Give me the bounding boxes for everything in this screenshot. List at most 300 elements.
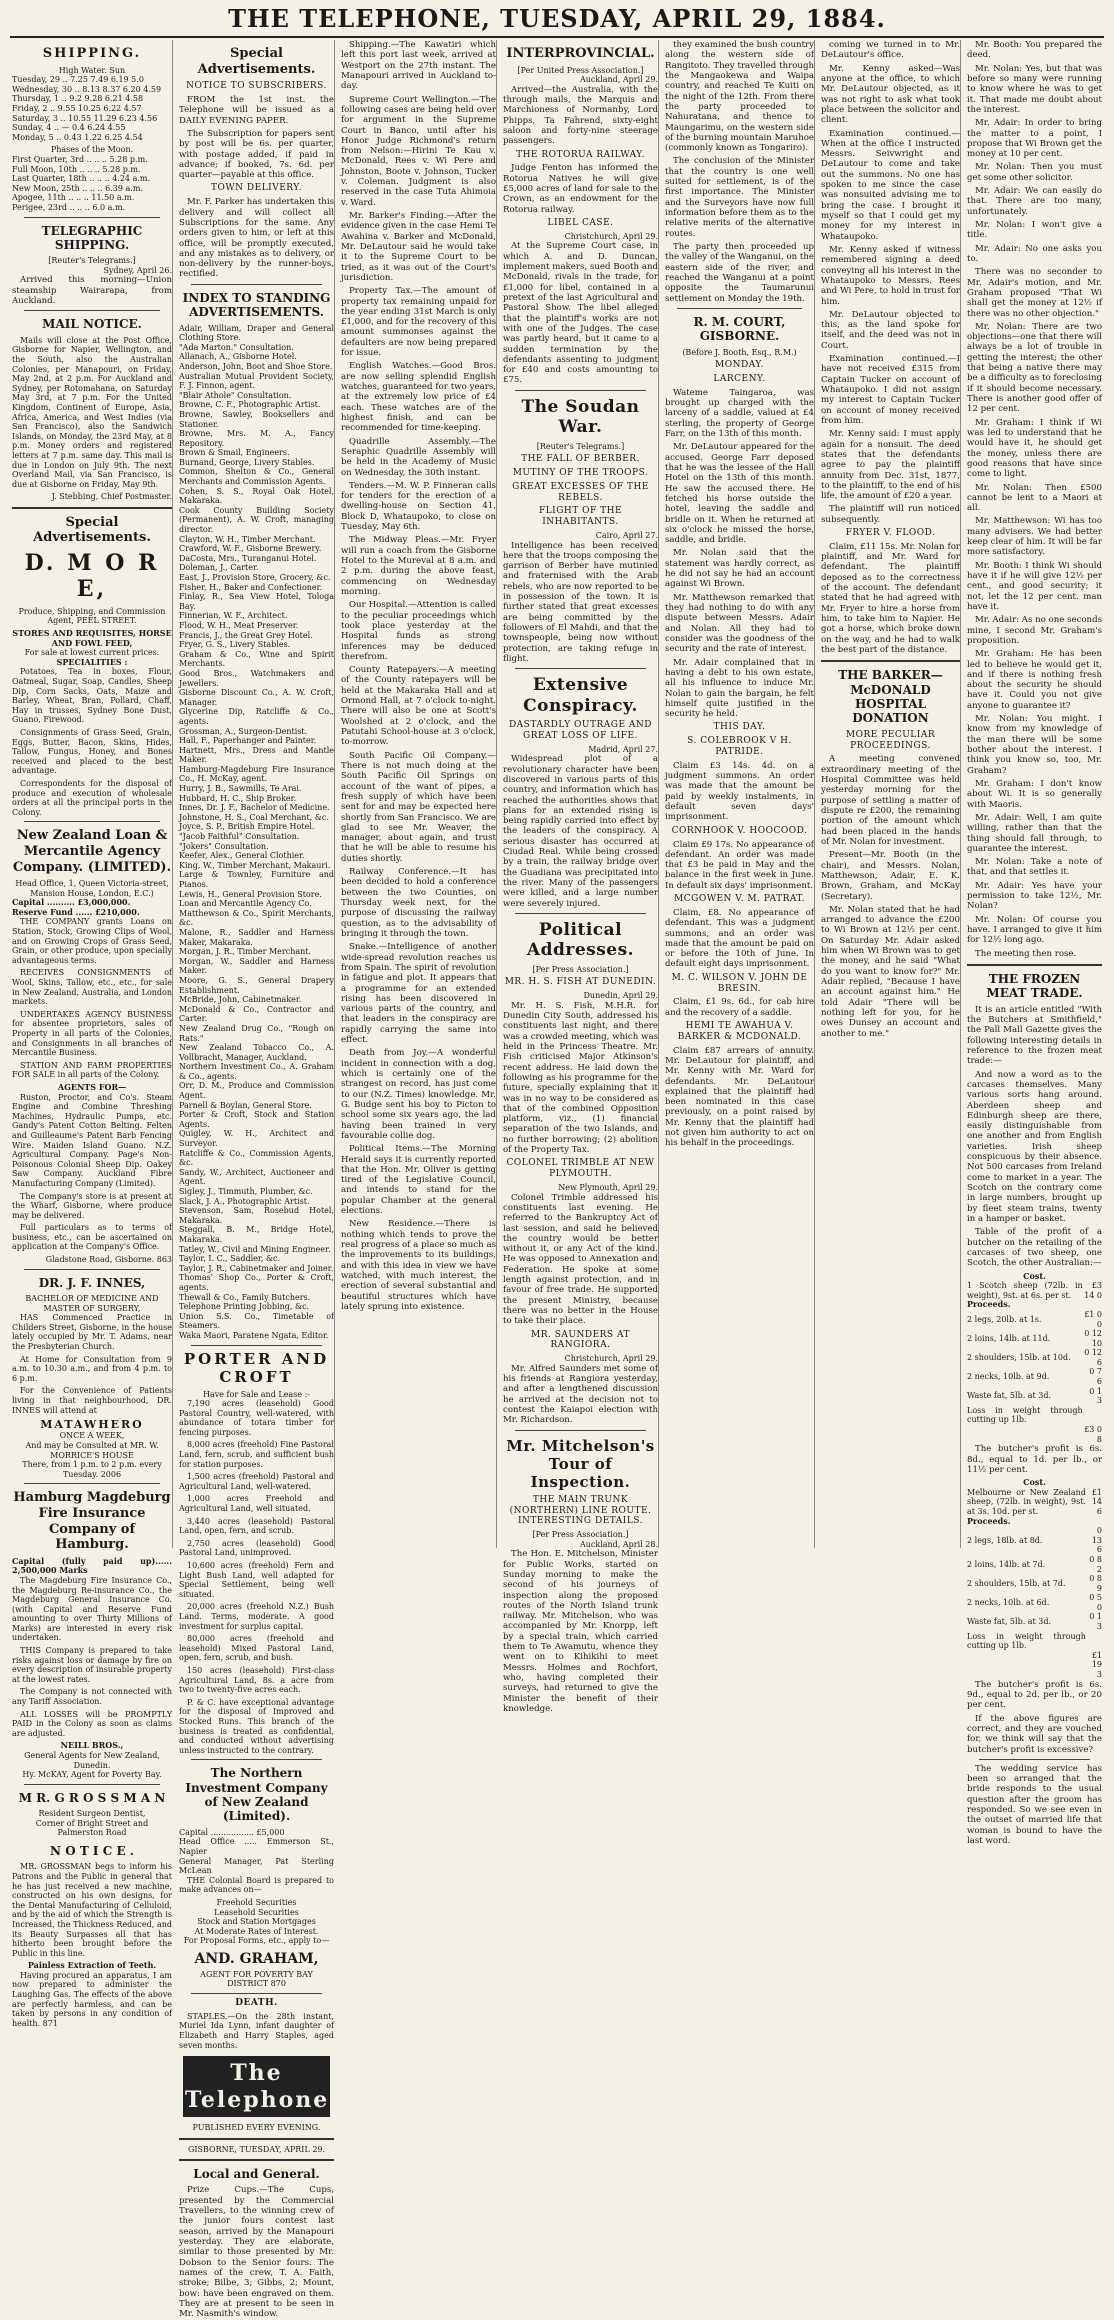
paragraph: Property Tax.—The amount of property tax remaining unpaid for the year ending 31st March is only £1,000, and for the recovery of this amount summonses against the defaulters are now being prepared for issue.	[341, 286, 496, 359]
list-item: 10,600 acres (freehold) Fern and Light Bush Land, well adapted for Special Settlement, being well situated.	[179, 1561, 334, 1599]
paragraph: Mr. Adair: Yes have your permission to take 12½, Mr. Nolan?	[967, 880, 1102, 912]
paragraph: Mr. Nolan: You might. I know from my knowledge of the man there will be some bother about the interest. I think you know so, too, Mr. Graham?	[967, 714, 1102, 776]
list-item: Browne, C. F., Photographic Artist.	[179, 400, 321, 410]
paragraph: HAS Commenced Practice in Childers Street, Gisborne, in the house lately occupied by Mr. T. Adams, near the Presbyterian Church.	[12, 1313, 172, 1352]
paragraph: Mr. Alfred Saunders met some of his friends at Rangiora yesterday, and after a lengthened discussion he arrived at the decision not to contest the Kaiapoi election with Mr. Richardson.	[503, 1363, 658, 1426]
table-cell: 0 5 0	[1089, 1593, 1102, 1612]
paragraph: Mr. Nolan: I won't give a title.	[967, 220, 1102, 241]
divider	[24, 1784, 160, 1785]
ad-innes-once: ONCE A WEEK,	[59, 1431, 125, 1441]
conspiracy-subhead: DASTARDLY OUTRAGE AND GREAT LOSS OF LIFE.	[508, 720, 653, 741]
source-line: [Reuter's Telegrams.]	[536, 441, 625, 451]
list-item: Porter & Croft, Stock and Station Agents.	[179, 1110, 334, 1129]
list-item: Quigley, W. H., Architect and Surveyor.	[179, 1129, 334, 1149]
list-item: Hurry, J. B., Sawmills, Te Arai.	[179, 784, 302, 794]
table-cell: 2 loins, 14lb. at 11d.	[967, 1333, 1051, 1343]
saunders-heading: MR. SAUNDERS AT RANGIORA.	[531, 1329, 630, 1351]
ad-d-more-stores: STORES AND REQUISITES, HORSE AND FOWL FEED,	[12, 628, 172, 648]
paragraph: Consignments of Grass Seed, Grain, Eggs, Butter, Bacon, Skins, Hides, Tallow, Fungus, Honey, and Bones received and placed to the best advantage.	[12, 727, 172, 776]
dateline: Sydney, April 26.	[103, 265, 172, 275]
table-cell: 2 necks, 10lb. at 6d.	[967, 1598, 1050, 1608]
aus-table	[967, 1488, 1102, 1680]
list-item: Adair, William, Draper and General Clothing Store.	[179, 323, 334, 343]
table-cell	[1083, 1406, 1102, 1425]
paragraph: Mr. Graham: I think if Wi was led to understand that he would have it, he should get the money, unless there are good reasons that have since come to light.	[967, 417, 1102, 480]
paragraph: Mr. Barker's Finding.—After the evidence given in the case Hemi Te Awahina v. Barker and McDonald, Mr. DeLautour said he would take it to the Supreme Court to be tried, as it was out of the Court's jurisdiction.	[341, 211, 496, 283]
soudan-subhead: GREAT EXCESSES OF THE REBELS.	[512, 481, 649, 503]
telephone-logo: The Telephone.	[183, 2056, 330, 2117]
table-cell	[967, 1425, 1083, 1444]
divider	[191, 284, 322, 285]
table-cell	[1086, 1517, 1102, 1527]
divider	[24, 1269, 160, 1270]
list-item: Tatley, W., Civil and Mining Engineer.	[179, 1244, 331, 1254]
table-cell: Proceeds.	[967, 1515, 1011, 1526]
shipping-heading: SHIPPING.	[42, 46, 142, 61]
paragraph: Mr. Nolan: Then you must get some other solicitor.	[967, 162, 1102, 183]
case-title: FRYER V. FLOOD.	[845, 528, 936, 539]
paragraph: The Company's store is at present at the Wharf, Gisborne, where produce may be delivered.	[12, 1191, 172, 1220]
list-item: Fisher, H., Baker and Confectioner.	[179, 582, 323, 592]
list-item: Ratcliffe & Co., Commission Agents, &c.	[179, 1148, 334, 1168]
list-item: Finlay, R., Sea View Hotel, Tologa Bay.	[179, 592, 334, 611]
list-item: Sigley, J., Timmuth, Plumber, &c.	[179, 1187, 313, 1196]
table-cell: 2 shoulders, 15lb. at 7d.	[967, 1578, 1066, 1588]
column-4	[496, 40, 658, 1714]
mail-notice-heading: MAIL NOTICE.	[42, 317, 142, 332]
list-item: Taylor, I. C., Saddler, &c.	[179, 1254, 281, 1264]
divider	[24, 217, 160, 218]
list-item: Glycerine Dip, Ratcliffe & Co., agents.	[179, 707, 334, 726]
tide-row: Friday, 2 .. 9.55 10.25 6.22 4.57	[12, 103, 142, 113]
list-item: 1,000 acres Freehold and Agricultural Land, well situated.	[179, 1494, 334, 1514]
ad-innes-house: And may be Consulted at MR. W. MORRICE'S HOUSE	[25, 1440, 159, 1460]
libel-heading: LIBEL CASE.	[547, 218, 614, 229]
dateline: New Plymouth, April 29.	[558, 1182, 658, 1192]
table-row	[967, 1367, 1102, 1386]
divider	[677, 308, 802, 309]
list-item: Waka Maori, Paratene Ngata, Editor.	[179, 1330, 329, 1340]
divider	[24, 310, 160, 311]
paragraph: Political Items.—The Morning Herald says it is currently reported that the Hon. Mr. Oliver is getting tired of the Legislative Council, and intends to stand for the popular Chamber at the general elections.	[341, 1144, 496, 1217]
paragraph: At Home for Consultation from 9 a.m. to 10.30 a.m., and from 4 p.m. to 6 p.m.	[12, 1354, 172, 1383]
list-item: "Blair Athole" Consultation.	[179, 390, 292, 400]
table-cell: 0 12 6	[1084, 1348, 1102, 1367]
ad-grossman-addr: Corner of Bright Street and Palmerston Road	[35, 1818, 149, 1838]
dateline: Christchurch, April 29.	[564, 1354, 658, 1364]
this-day-heading: THIS DAY.	[713, 722, 766, 733]
column-3	[334, 40, 496, 1548]
paragraph: There was no seconder to Mr. Adair's motion, and Mr. Graham proposed "That Wi shall get the money at 12½ if there was no other objection."	[967, 267, 1102, 319]
list-item: Finnerian, W. F., Architect.	[179, 611, 288, 621]
trimble-heading: COLONEL TRIMBLE AT NEW PLYMOUTH.	[506, 1158, 655, 1180]
tide-row: Sunday, 4 .. — 0.4 6.24 4.55	[12, 123, 126, 133]
paragraph: ALL LOSSES will be PROMPTLY PAID in the Colony as soon as claims are adjusted.	[12, 1709, 172, 1738]
case-title: HEMI TE AWAHUA V. BARKER & MCDONALD.	[677, 1020, 802, 1042]
tide-row: Saturday, 3 .. 10.55 11.29 6.23 4.56	[12, 113, 158, 123]
list-item: Crawford, W. F., Gisborne Brewery.	[179, 544, 322, 554]
divider	[12, 507, 172, 509]
table-cell: £1 14 6	[1091, 1487, 1102, 1516]
list-item: 20,000 acres (freehold N.Z.) Bush Land. Terms, moderate. A good investment for surplus capital.	[179, 1602, 334, 1631]
table-row	[967, 1593, 1102, 1612]
table-row	[967, 1651, 1102, 1680]
table-cell: 0 1 3	[1089, 1386, 1102, 1406]
list-item: Morgan, J. R., Timber Merchant.	[179, 947, 312, 957]
signature: Gladstone Road, Gisborne. 863	[45, 1255, 172, 1265]
paragraph: Mr. Nolan: Of course you have. I arranged to give it him for 12½ long ago.	[967, 914, 1102, 946]
table-row	[967, 1612, 1102, 1631]
conspiracy-heading: Extensive Conspiracy.	[523, 675, 638, 716]
list-item: 150 acres (leasehold) First-class Agricultural Land, 8s. a acre from two to twenty-five acres each.	[179, 1665, 334, 1695]
ad-hamburg-sig: NEILL BROS.,	[60, 1740, 124, 1751]
paragraph: Mr. Matthewson: Wi has too many advisers. We had better keep clear of him. It will be far more satisfactory.	[967, 516, 1102, 558]
rm-larceny: LARCENY.	[713, 373, 766, 384]
paragraph: they examined the bush country along the western side of Rangitoto. They travelled through the Mangaokewa and Waipa country, and reached Te Kuiti on the night of the 12th. From there the party proceeded to Nahuratana, and thence to Maungarimu, on the western side of the burning mountain Maruhoe (commonly known as Tongariro).	[665, 40, 814, 154]
paragraph: Mr. Adair complained that in having a debt to his own estate, all his influence to induce Mr. Nolan to gain the bargain, he felt himself quite justified in the security he held.	[665, 657, 814, 720]
divider	[191, 1993, 322, 1994]
table-cell: Loss in weight through cutting up 1lb.	[967, 1405, 1083, 1425]
scotch-table	[967, 1281, 1102, 1444]
ad-d-more-sub: Produce, Shipping, and Commission Agent, PEEL STREET.	[18, 606, 166, 626]
moon-row: Apogee, 11th .. .. .. 11.50 a.m.	[12, 193, 135, 203]
mitchelson-heading: Mr. Mitchelson's Tour of Inspection.	[506, 1436, 655, 1491]
paragraph: Mr. H. S. Fish, M.H.R. for Dunedin City South, addressed his constituents last night, and there was a crowded meeting, which was held in the Princess Theatre. Mr. Fish criticised Major Atkinson's recent address. He laid down the following as his programme for the future, specially explaining that it was in no way to be considered as that of the combined Opposition platform, viz., (1) financial separation of the two Islands, and no further borrowing; (2) abolition of the Property Tax.	[503, 1000, 658, 1156]
paragraph: Supreme Court Wellington.—The following cases are being held over for argument in the Supreme Court in Banco, until after his Honor Judge Richmond's return from Nelson:—Hirini Te Kau v. McDonald, Rees v. Wi Pere and Johnston, Boote v. Johnson, Tucker v. Coleman. Judgment is also reserved in the case Tuta Ahimoia v. Ward.	[341, 94, 496, 208]
table-cell: £3 0 8	[1084, 1425, 1102, 1444]
paragraph: Mr. Nolan stated that he had arranged to advance the £200 to Wi Brown at 12½ per cent. On Saturday Mr. Adair asked him when Wi Brown was to get the money, and he said "What do you want to know for?" Mr. Adair replied, "Because I have an account against him." He told Adair "There will be nothing left for you, for he owes Dunsey an account and another to me."	[821, 904, 960, 1039]
list-item: McDonald & Co., Contractor and Carter.	[179, 1004, 334, 1024]
donation-heading: THE BARKER—McDONALD HOSPITAL DONATION	[838, 668, 943, 726]
paragraph: Examination continued.—I have not received £315 from Captain Tucker on account of Whataupoko. I did not assign my interest to Captain Tucker on account of money received from him.	[821, 354, 960, 426]
paragraph: Mr. DeLautour objected to this, as the land spoke for itself, and the deed was not in Court.	[821, 309, 960, 351]
list-item: Morgan, W., Saddler and Harness Maker.	[179, 956, 334, 976]
paragraph: Widespread plot of a revolutionary character have been discovered in various parts of this country, and information which has reached the authorities shows that plans for an extended rising is being rapidly carried into effect by the leaders of the conspiracy. A serious disaster has occurred at Ciudad Real. While being crossed by a train, the railway bridge over the Guadiana was precipitated into the river. Many of the passengers were killed, and a large number were severely injured.	[503, 754, 658, 909]
ad-ni-head: Head Office ..... Emmerson St., Napier	[179, 1837, 334, 1857]
ad-ni-capital: Capital ................. £5,000	[179, 1827, 285, 1837]
list-item: King, W., Timber Merchant, Makauri.	[179, 860, 331, 870]
list-item: Common, Shelton & Co., General Merchants and Commission Agents.	[179, 467, 334, 487]
paragraph: If the above figures are correct, and they are vouched for, we think will say that the butcher's profit is excessive?	[967, 1713, 1102, 1755]
table-row	[967, 1310, 1102, 1329]
ad-nz-loan-capital: Capital .......... £3,000,000.	[12, 897, 131, 908]
ad-grossman-sub: Resident Surgeon Dentist,	[38, 1809, 146, 1819]
list-item: DaCosta, Mrs., Turanganui Hotel.	[179, 553, 317, 563]
table-row	[967, 1574, 1102, 1593]
dateline: Auckland, April 28.	[579, 1539, 658, 1549]
table-row	[967, 1406, 1102, 1425]
divider	[191, 1759, 322, 1760]
paragraph: Table of the profit of a butcher on the retailing of the carcases of two sheep, one Scotch, the other Australian:—	[967, 1227, 1102, 1269]
paragraph: Mr. Nolan: Yes, but that was before so many were running to know where he was to get it. That made me doubt about the interest.	[967, 63, 1102, 115]
ad-ni-mgr: General Manager, Pat Sterling McLean	[179, 1856, 334, 1876]
ad-hamburg-agent: Hy. McKAY, Agent for Poverty Bay.	[22, 1770, 162, 1780]
ad-nz-loan-reserve: Reserve Fund ...... £210,000.	[12, 906, 140, 917]
paragraph: UNDERTAKES AGENCY BUSINESS for absentee proprietors, sales of Property in all parts of the Colonies, and Consignments in all branches of Mercantile Business.	[12, 1009, 172, 1058]
table-cell	[1086, 1632, 1102, 1651]
paragraph: Claim, £8. No appearance of defendant. This was a judgment summons, and an order was made that the amount be paid on or before the 10th of June. In default eight days imprisonment.	[665, 907, 814, 970]
paragraph: Mr. Booth: You prepared the deed.	[967, 40, 1102, 61]
ad-ni-agent2: AGENT FOR POVERTY BAY DISTRICT 870	[200, 1969, 313, 1989]
paragraph: Prize Cups.—The Cups, presented by the Commercial Travellers, to the winning crew of the junior fours contest last season, arrived by the Manapouri yesterday. They are elaborate, similar to those presented by Mr. Dobson to the Senior fours. The names of the crew, T. A. Faith, stroke; Bilbe, 3; Gibbs, 2; Mount, bow: have been engraved on them. They are at present to be seen in Mr. Nasmith's window.	[179, 2185, 334, 2320]
list-item: Cook County Building Society (Permanent), A. W. Croft, managing director.	[179, 505, 334, 535]
paragraph: Claim, £11 15s. Mr. Nolan for plaintiff, and Mr. Ward for defendant. The plaintiff deposed as to the correctness of the account. The defendant stated that he had agreed with Mr. Fryer to hire a horse from him, to take him to Napier. He got a horse, which broke down on the way, and he had to walk the best part of the distance.	[821, 541, 960, 655]
ad-ni-items: Freehold Securities Leasehold Securities Stock and Station Mortgages At Moderate Rates of Interest.	[194, 1898, 319, 1936]
list-item: Sandy, W., Architect, Auctioneer and Agent.	[179, 1167, 334, 1187]
tide-row: Monday, 5 .. 0.43 1.22 6.25 4.54	[12, 132, 143, 142]
ad-grossman-title: M R. G R O S S M A N	[18, 1790, 166, 1805]
signature: J. Stebbing, Chief Postmaster.	[51, 492, 172, 502]
paragraph: Arrived—the Australia, with the through mails, the Marquis and Marchioness of Normanby, Lord Phipps, Ta Fahrend, sixty-eight saloon and forty-nine steerage passengers.	[503, 84, 658, 147]
paragraph: Mr. Kenny asked if witness remembered signing a deed conveying all his interest in the Whataupoko to Messrs. Rees and Wi Pere, to hold in trust for him.	[821, 244, 960, 307]
moon-row: Perigee, 23rd .. .. .. 6.0 a.m.	[12, 202, 126, 212]
paragraph: The wedding service has been so arranged that the bride responds to the usual question after the groom has responded. So we see even in the outset of married life that woman is bound to have the last word.	[967, 1763, 1102, 1846]
moon-table	[12, 155, 172, 213]
dateline: Dunedin, April 29.	[583, 991, 658, 1001]
divider	[191, 1345, 322, 1346]
list-item: Matthewson & Co., Spirit Merchants, &c.	[179, 908, 334, 928]
paragraph: Examination continued.—When at the office I instructed Messrs. Seivwright and DeLautour to come and take out the summons. No one has spoken to me since the case was nonsuited advising me to bring the case. I brought it myself so that I could get my money for my interest in Whataupoko.	[821, 128, 960, 242]
ad-innes-sub: BACHELOR OF MEDICINE AND MASTER OF SURGERY,	[25, 1294, 159, 1313]
table-cell: 0 12 10	[1084, 1329, 1102, 1348]
paragraph: Mr. Booth: I think Wi should have it if he will give 12½ per cent., and good security; it not, let the 12 per cent. man have it.	[967, 560, 1102, 612]
table-row	[967, 1387, 1102, 1406]
paragraph: The butcher's profit is 6s. 8d., equal to 1d. per lb., or 11½ per cent.	[967, 1444, 1102, 1475]
paragraph: A meeting convened extraordinary meeting of the Hospital Committee was held yesterday morning for the purpose of settling a matter of dispute re £200, the remaining portion of the amount which had been placed in the hands of Mr. Nolan for investment.	[821, 754, 960, 847]
list-item: 2,750 acres (leasehold) Good Pastoral Land, unimproved.	[179, 1538, 334, 1558]
list-item: Innes, Dr. J. F., Bachelor of Medicine.	[179, 803, 330, 813]
list-item: Browne, Sawley, Booksellers and Stationer.	[179, 409, 334, 429]
case-title: MCGOWEN V. M. PATRAT.	[674, 894, 805, 905]
ad-d-more-logo: D. M O R E,	[24, 550, 160, 603]
ad-ni-agent: AND. GRAHAM,	[194, 1950, 319, 1967]
paragraph: Snake.—Intelligence of another wide-spread revolution reaches us from Spain. The spirit of revolution in fatigue and plot. It appears that a programme for an extended rising has been discovered in various parts of the country, and that leaders in the conspiracy are rapidly carrying the same into effect.	[341, 942, 496, 1046]
paragraph: Quadrille Assembly.—The Seraphic Quadrille Assembly will be held in the Academy of Music on Wednesday, the 30th instant.	[341, 436, 496, 478]
list-item: Clayton, W. H., Timber Merchant.	[179, 534, 316, 544]
case-title: S. COLEBROOK V H. PATRIDE.	[687, 736, 792, 758]
list-item: Brown & Smail, Engineers.	[179, 448, 290, 458]
list-item: 80,000 acres (freehold and leasehold) Mixed Pastoral Land, open, fern, scrub, and bush.	[179, 1634, 334, 1663]
ad-notice-title: N O T I C E .	[50, 1843, 134, 1858]
paragraph: P. & C. have exceptional advantage for the disposal of Improved and Stocked Runs. This branch of the business is treated as confidential, and conducted without advertising unless instructed to the contrary.	[179, 1697, 334, 1755]
list-item: Thewall & Co., Family Butchers.	[179, 1292, 311, 1302]
paragraph: Having procured an apparatus, I am now prepared to administer the Laughing Gas. The effects of the above are perfectly harmless, and can be taken by persons in any condition of health. 871	[12, 1970, 172, 2028]
table-cell: 2 shoulders, 15lb. at 10d.	[967, 1353, 1071, 1363]
list-item: Hamburg-Magdeburg Fire Insurance Co., H. McKay, agent.	[179, 764, 334, 784]
table-cell: Loss in weight through cutting up 1lb.	[967, 1631, 1086, 1651]
list-item: New Zealand Drug Co., "Rough on Rats."	[179, 1023, 334, 1043]
paragraph: South Pacific Oil Company.—There is not much doing at the South Pacific Oil Springs on account of the want of pipes, a fresh supply of which have been sent for and may be expected here shortly from San Francisco. We are glad to see Mr. Weaver, the manager, about again, and trust that he will be able to resume his duties shortly.	[341, 750, 496, 864]
list-item: Hubbard, H. C., Ship Broker.	[179, 793, 297, 803]
list-item: Johnstone, H. S., Coal Merchant, &c.	[179, 812, 329, 822]
divider	[515, 668, 646, 669]
paragraph: Judge Fenton has informed the Rotorua Natives he will give £5,000 acres of land for sale to the Crown, as an endowment for the Rotorua railway.	[503, 163, 658, 215]
paragraph: Arrived this morning—Union steamship Wairarapa, from Auckland.	[12, 275, 172, 307]
divider	[179, 2138, 334, 2140]
ad-porter-croft-list	[179, 1399, 334, 1695]
paragraph: Mr. Nolan said that the statement was hardly correct, as he did not say he had an account against Wi Brown.	[665, 548, 814, 590]
paragraph: Mr. DeLautour appeared for the accused. George Farr deposed that he was the lessee of the Hall Hotel on the 13th of this month. He saw the accused there. He fetched his horse outside the hotel, leaving the saddle and bridle on it. When he returned at six o'clock he missed the horse, saddle, and bridle.	[665, 442, 814, 546]
rotorua-heading: THE ROTORUA RAILWAY.	[516, 149, 645, 160]
list-item: 8,000 acres (freehold) Fine Pastoral Land, fern, scrub, and sufficient bush for station purposes.	[179, 1440, 334, 1469]
dateline: Christchurch, April 29.	[564, 231, 658, 241]
paragraph: Mr. Graham: He has been led to believe he would get it, and if there is nothing fresh about the security he should have it. Could you not give anyone to guarantee it?	[967, 649, 1102, 711]
table-row	[967, 1526, 1102, 1555]
dateline: Cairo, April 27.	[595, 530, 658, 540]
list-item: Australian Mutual Provident Society, F. J. Finnon, agent.	[179, 371, 334, 391]
paragraph: Claim £87 arrears of annuity. Mr. DeLautour for plaintiff, and Mr. Kenny with Mr. Ward for defendants. Mr. DeLautour explained that the plaintiff had been nominated in this case previously, on a point raised by Mr. Kenny that the plaintiff had not given him authority to act on his behalf in the proceedings.	[665, 1045, 814, 1149]
list-item: Gisborne Discount Co., A. W. Croft, Manager.	[179, 688, 334, 707]
paragraph: THIS Company is prepared to take risks against loss or damage by fire on every description of insurable property at the lowest rates.	[12, 1646, 172, 1684]
divider	[821, 660, 960, 662]
paragraph: FROM the 1st inst. the Telephone will be issued as a DAILY EVENING PAPER.	[179, 94, 334, 126]
telegraphic-shipping-heading: TELEGRAPHIC SHIPPING.	[41, 223, 143, 252]
paragraph: RECEIVES CONSIGNMENTS of Wool, Skins, Tallow, etc., etc., for sale in New Zealand, Australia, and London markets.	[12, 968, 172, 1007]
list-item: Parnell & Boylan, General Store.	[179, 1100, 312, 1110]
paragraph: New Residence.—There is nothing which tends to prove the real progress of a place so much as the improvements to its buildings, and with this idea in view we have watched, with much interest, the erection of several substantial and beautiful structures which have lately sprung into existence.	[341, 1219, 496, 1312]
soudan-subhead: FLIGHT OF THE INHABITANTS.	[538, 506, 623, 528]
tide-row: Thursday, 1 .. 9.2 9.28 6.21 4.58	[12, 94, 144, 104]
paragraph: Mails will close at the Post Office, Gisborne for Napier, Wellington, and the South, also the Australian Colonies, per Manapouri, on Friday, May 2nd, at 2 p.m. For Auckland and Sydney, per Rotomahana, on Saturday May 3rd, at 7 p.m. For the United Kingdom, Continent of Europe, Asia, Africa, America, and West Indies (via San Francisco), also the Sandwich Islands, on Monday, the 23rd May, at 8 p.m. Money orders and registered letters at 7 p.m. same day. This mail is due in London on July 9th. The next Overland Mail, via San Francisco, is due at Gisborne on Friday, May 9th.	[12, 335, 172, 489]
list-item: Doleman, J., Carter.	[179, 563, 259, 573]
paragraph: The Company is not connected with any Tariff Association.	[12, 1687, 172, 1707]
source-line: [Per Press Association.]	[532, 1530, 629, 1540]
ad-innes-place: MATAWHERO	[40, 1418, 144, 1432]
paragraph: Present—Mr. Booth (in the chair), and Messrs. Nolan, Matthewson, Adair, E. K. Brown, Graham, and McKay (Secretary).	[821, 850, 960, 902]
paragraph: THE COMPANY grants Loans on Station, Stock, Growing Clips of Wool, and on Growing Crops of Grass Seed, Grain, or other produce, upon specially advantageous terms.	[12, 917, 172, 965]
town-delivery-heading: TOWN DELIVERY.	[211, 183, 302, 194]
paragraph: STATION AND FARM PROPERTIES FOR SALE in all parts of the Colony.	[12, 1060, 172, 1080]
paragraph: Shipping.—The Kawatiri which left this port last week, arrived at Westport on the 27th instant. The Manapouri arrived in Auckland to-day.	[341, 40, 496, 92]
paragraph: THE Colonial Board is prepared to make advances on—	[179, 1875, 334, 1895]
paragraph: Claim £9 17s. No appearance of defendant. An order was made that £3 be paid in May and the balance in the first week in June. In default six days' imprisonment.	[665, 839, 814, 891]
list-item: "Jacob Faithful" Consultation.	[179, 832, 300, 842]
paragraph: And now a word as to the carcases themselves. Many various sorts hang around. Aberdeen sheep and Edinburgh sheep are there, easily distinguishable from one another and from English varieties. Irish sheep conspicuous by their absence. Not 500 carcases from Ireland come to market in a year. The Scotch on the contrary come in large numbers, brought up by fleet steam trains, twenty in a hamper or basket.	[967, 1069, 1102, 1224]
paragraph: Mr. Kenny said: I must apply again for a nonsuit. The deed states that the defendants agree to pay the plaintiff annuity from Dec. 31st, 1877, to the plaintiff, to the end of his life, the amount of £20 a year.	[821, 429, 960, 502]
ad-porter-croft-title: PORTER AND CROFT	[183, 1349, 330, 1386]
paragraph: Mr. Adair: No one asks you to.	[967, 243, 1102, 264]
list-item: East, J., Provision Store, Grocery, &c.	[179, 573, 331, 582]
rm-day: MONDAY.	[715, 360, 764, 371]
ad-hamburg-capital: Capital (fully paid up)...... 2,500,000 Marks	[12, 1555, 172, 1576]
paragraph: Claim, £1 9s. 6d., for cab hire and the recovery of a saddle.	[665, 997, 814, 1018]
ad-northern-investment-title: The Northern Investment Company of New Zealand (Limited).	[185, 1766, 328, 1824]
paragraph: Mr. Adair: Well, I am quite willing, rather than that the thing should fall through, to guarantee the interest.	[967, 812, 1102, 854]
list-item: Stevenson, Sam, Rosebud Hotel, Makaraka.	[179, 1206, 334, 1225]
list-item: Allanach, A., Gisborne Hotel.	[179, 352, 297, 362]
list-item: New Zealand Tobacco Co., A. Vollbracht, Manager, Auckland.	[179, 1043, 334, 1062]
paragraph: Mr. Adair: As no one seconds mine, I second Mr. Graham's proposition.	[967, 615, 1102, 646]
table-cell: 0 7 6	[1089, 1367, 1102, 1387]
source-line: [Per United Press Association.]	[517, 65, 644, 75]
table-cell: 2 legs, 18lb. at 8d.	[967, 1535, 1043, 1545]
divider	[515, 913, 646, 914]
mitchelson-subhead: THE MAIN TRUNK (NORTHERN) LINE ROUTE. INTERESTING DETAILS.	[509, 1494, 652, 1527]
paragraph: At the Supreme Court case, in which A. and D. Duncan, implement makers, sued Booth and McDonald, rivals in the trade, for £1,000 for libel, contained in a pretext of the last Agricultural and Pastoral Show. The libel alleged that the plaintiff's works are not with one of the Judges. The case was partly heard, but it came to a sudden termination by the defendants assenting to judgment for £40 and costs amounting to £75.	[503, 241, 658, 386]
paragraph: Mr. Kenny asked—Was anyone at the office, to which Mr. DeLautour objected, as it was not right to ask what took place between the solicitor and client.	[821, 63, 960, 126]
local-general-heading: Local and General.	[193, 2167, 320, 2182]
list-item: Orr, D. M., Produce and Commission Agent.	[179, 1081, 334, 1101]
paragraph: Intelligence has been received here that the troops composing the garrison of Berber have mutinied and fraternised with the Arab rebels, who are now reported to be in possession of the town. It is further stated that great excesses are being committed by the followers of El Mahdi, and that the townspeople, being now without protection, are taking refuge in flight.	[503, 540, 658, 664]
column-7	[960, 40, 1102, 1846]
list-item: "Jokers" Consultation.	[179, 841, 269, 851]
ad-ni-proposal: For Proposal Forms, etc., apply to—	[183, 1936, 330, 1946]
column-6	[814, 40, 960, 1548]
ad-nz-agents-title: AGENTS FOR—	[57, 1081, 127, 1092]
table-cell: 0 1 3	[1089, 1612, 1102, 1632]
soudan-subhead: THE FALL OF BERBER.	[521, 454, 640, 465]
table-cell: 1 Scotch sheep (72lb. in weight), 9st. at 6s. per st.	[967, 1281, 1083, 1300]
tide-row: Wednesday, 30 .. 8.13 8.37 6.20 4.59	[12, 84, 162, 94]
list-item: Steggall, B. M., Bridge Hotel, Makaraka.	[179, 1225, 334, 1244]
aus-cost-heading: Cost.	[1023, 1477, 1046, 1488]
list-item: Keefer, Alex., General Clothier.	[179, 851, 305, 861]
paragraph: The party then proceeded up the valley of the Wanganui, on the eastern side of the river, and reached the Wanganui at a point opposite the Taumarunui settlement on Monday the 19th.	[665, 241, 815, 304]
list-item: 1,500 acres (freehold) Pastoral and Agricultural Land, well-watered.	[179, 1472, 334, 1491]
fish-heading: MR. H. S. FISH AT DUNEDIN.	[504, 977, 657, 988]
list-item: Graham & Co., Wine and Spirit Merchants.	[179, 649, 334, 669]
divider	[179, 2159, 334, 2161]
paragraph: Tenders.—M. W. P. Finneran calls for tenders for the erection of a dwelling-house on Section 41, Block D, Whataupoko, to close on Tuesday, May 6th.	[341, 480, 496, 533]
table-cell: 0 13 6	[1091, 1526, 1102, 1555]
list-item: "Ada Marton." Consultation.	[179, 342, 294, 352]
paragraph: Our Hospital.—Attention is called to the peculiar proceedings which took place yesterday at the Hospital funds as strong inferences may be deduced therefrom.	[341, 600, 496, 662]
rm-court-heading: R. M. COURT, GISBORNE.	[693, 314, 786, 344]
ad-nz-loan-title: New Zealand Loan & Mercantile Agency Company. (LIMITED).	[12, 828, 172, 875]
source-line: [Per Press Association.]	[532, 964, 629, 974]
paragraph: Mr. F. Parker has undertaken this delivery and will collect all Subscriptions for the same. Any orders given to him, or left at this office, will be promptly executed, and any mistakes as to delivery, or non-delivery by the runner-boys, rectified.	[179, 197, 334, 280]
paragraph: Mr. Adair: In order to bring the matter to a point, I propose that Wi Brown get the money at 10 per cent.	[967, 118, 1102, 160]
scotch-cost-heading: Cost.	[1023, 1270, 1046, 1281]
rm-court-sub: (Before J. Booth, Esq., R.M.)	[682, 347, 797, 357]
list-item: Hartnett, Mrs., Dress and Mantle Maker.	[179, 745, 334, 765]
list-item: 3,440 acres (leasehold) Pastoral Land, open, fern, and scrub.	[179, 1516, 334, 1536]
list-item: Malone, R., Saddler and Harness Maker, Makaraka.	[179, 927, 334, 947]
list-item: Flood, W. H., Meat Preserver.	[179, 620, 299, 630]
ad-hamburg-sig2: General Agents for New Zealand, Dunedin.	[24, 1751, 160, 1770]
paragraph: Colonel Trimble addressed his constituents last evening. He referred to the Bankruptcy Act of last session, and said he believed the country would be better without it, or any Act of the kind. He was opposed to Annexation and Federation. He spoke at some length against protection, and in favour of free trade. He supported the present Ministry, because there was no better in the House to take their place.	[503, 1192, 658, 1327]
soudan-subhead: MUTINY OF THE TROOPS.	[512, 467, 649, 478]
paragraph: Mr. Graham: I don't know about Wi. It is so generally with Maoris.	[967, 778, 1102, 810]
ad-innes-title: DR. J. F. INNES,	[38, 1275, 146, 1290]
column-2	[172, 40, 339, 2320]
table-row	[967, 1329, 1102, 1348]
list-item: Slack, J. A., Photographic Artist.	[179, 1196, 310, 1206]
table-row	[967, 1488, 1102, 1517]
dateline: GISBORNE, TUESDAY, APRIL 29.	[187, 2144, 326, 2154]
table-cell: 0 8 9	[1089, 1574, 1102, 1593]
notice-subscribers-heading: NOTICE TO SUBSCRIBERS.	[186, 81, 327, 92]
paragraph: Mr. Nolan: Then £500 cannot be lent to a Maori at all.	[967, 482, 1102, 514]
masthead-rule	[10, 36, 1104, 38]
table-row	[967, 1425, 1102, 1444]
moon-row: Last Quarter, 18th .. .. .. 4.24 a.m.	[12, 174, 151, 184]
source-line: [Reuter's Telegrams.]	[48, 256, 136, 266]
tide-row: Tuesday, 29 .. 7.25 7.49 6.19 5.0	[12, 75, 144, 85]
dateline: Madrid, April 27.	[588, 744, 658, 754]
soudan-heading: The Soudan War.	[521, 396, 640, 438]
case-title: M. C. WILSON V. JOHN DE BRESIN.	[671, 972, 808, 994]
table-cell	[967, 1651, 1086, 1680]
table-cell: Proceeds.	[967, 1299, 1011, 1310]
table-cell: 0 8 2	[1089, 1554, 1102, 1574]
divider	[515, 1430, 646, 1431]
dateline: Auckland, April 29.	[579, 75, 658, 85]
list-item: Lewis, H., General Provision Store.	[179, 889, 322, 899]
list-item: Loan and Mercantile Agency Co.	[179, 899, 312, 909]
divider	[515, 390, 646, 391]
paragraph: The butcher's profit is 6s. 9d., equal to 2d. per lb., or 20 per cent.	[967, 1679, 1102, 1711]
